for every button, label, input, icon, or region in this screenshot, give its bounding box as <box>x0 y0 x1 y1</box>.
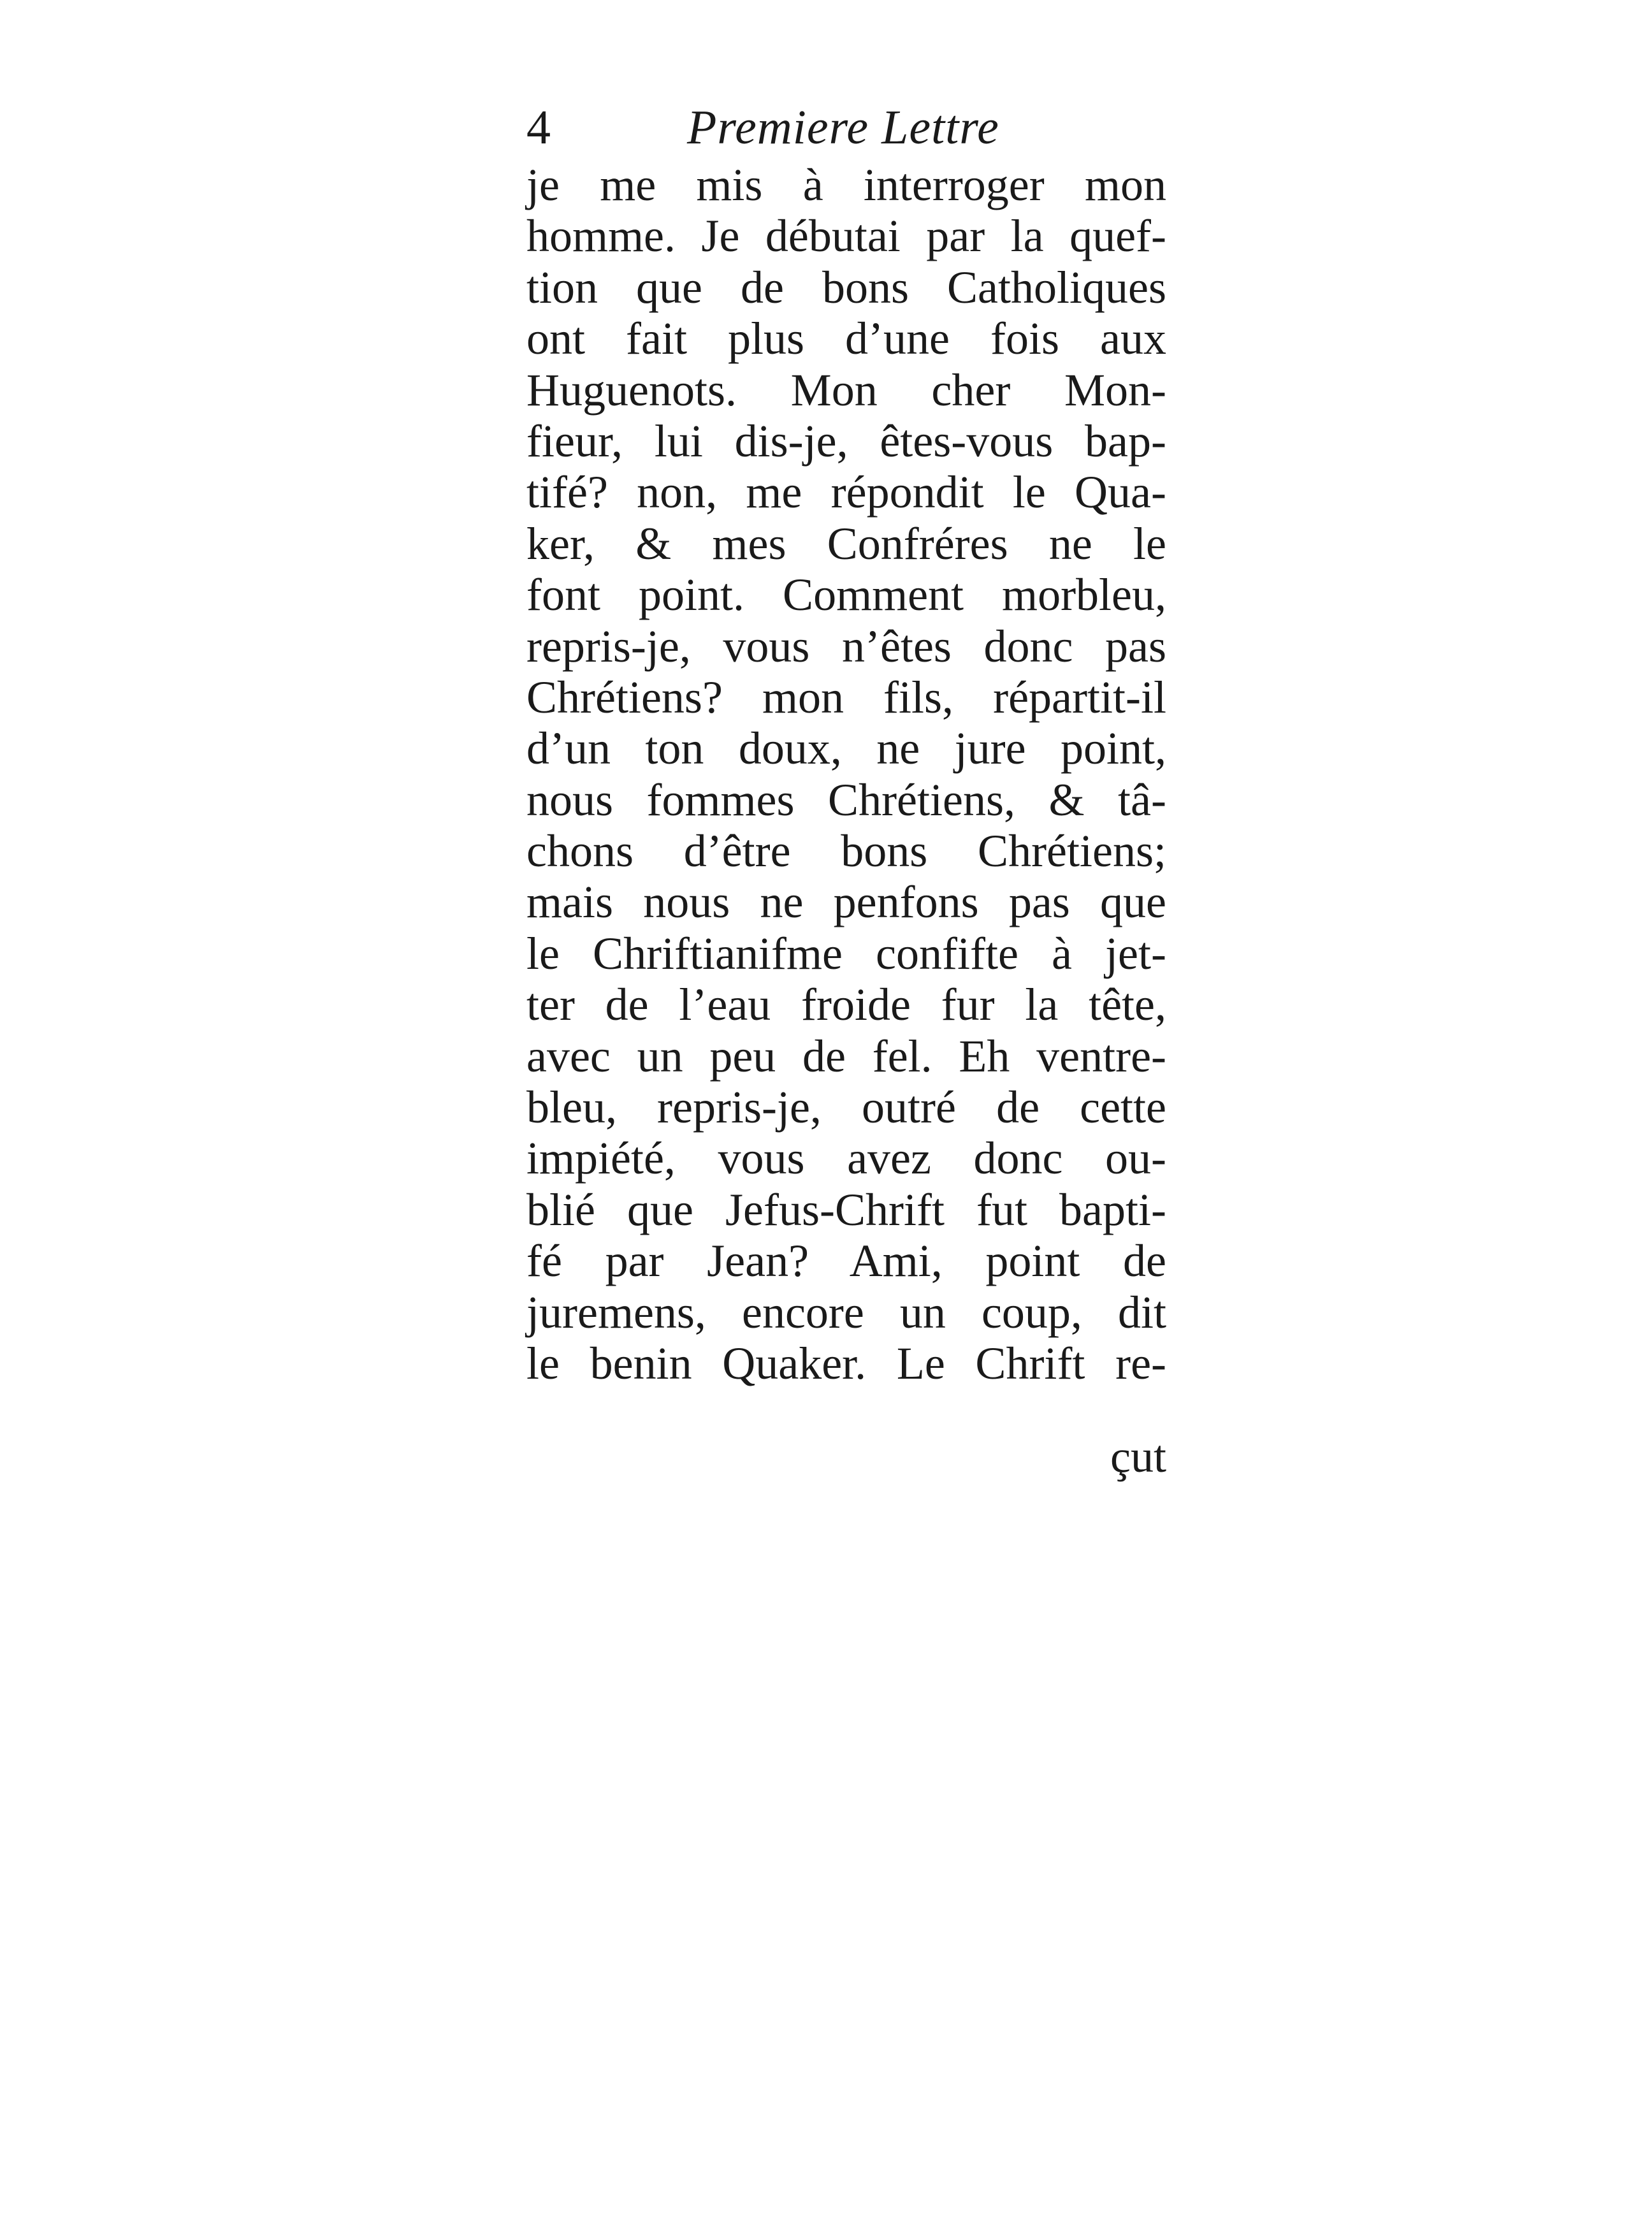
body-text <box>526 159 1166 1389</box>
text-line: juremens, encore un coup, dit <box>526 1286 1166 1338</box>
text-line: Huguenots. Mon cher Mon- <box>526 364 1166 416</box>
text-line: nous fommes Chrétiens, & tâ- <box>526 774 1166 825</box>
text-line: impiété, vous avez donc ou- <box>526 1133 1166 1184</box>
text-line: ker, & mes Confréres ne le <box>526 518 1166 569</box>
text-line: repris-je, vous n’êtes donc pas <box>526 620 1166 672</box>
page-number: 4 <box>526 101 551 154</box>
text-line: le Chriftianifme confifte à jet- <box>526 927 1166 979</box>
text-line: mais nous ne penfons pas que <box>526 876 1166 928</box>
text-line: d’un ton doux, ne jure point, <box>526 723 1166 774</box>
page-header <box>526 96 1164 159</box>
text-line: avec un peu de fel. Eh ventre- <box>526 1030 1166 1082</box>
text-line: chons d’être bons Chrétiens; <box>526 825 1166 877</box>
catchword: çut <box>1110 1431 1166 1482</box>
text-line: fieur, lui dis-je, êtes-vous bap- <box>526 415 1166 467</box>
text-line: tion que de bons Catholiques <box>526 261 1166 313</box>
text-line: homme. Je débutai par la quef- <box>526 210 1166 262</box>
text-line: ter de l’eau froide fur la tête, <box>526 979 1166 1031</box>
text-line: ont fait plus d’une fois aux <box>526 313 1166 365</box>
text-line: blié que Jefus-Chrift fut bapti- <box>526 1184 1166 1235</box>
text-line: bleu, repris-je, outré de cette <box>526 1082 1166 1133</box>
text-line: tifé? non, me répondit le Qua- <box>526 467 1166 518</box>
text-line: fé par Jean? Ami, point de <box>526 1235 1166 1287</box>
text-line: je me mis à interroger mon <box>526 159 1166 210</box>
running-title: Premiere Lettre <box>687 101 999 154</box>
text-line: Chrétiens? mon fils, répartit-il <box>526 671 1166 723</box>
text-line: le benin Quaker. Le Chrift re- <box>526 1337 1166 1389</box>
text-line: font point. Comment morbleu, <box>526 569 1166 621</box>
